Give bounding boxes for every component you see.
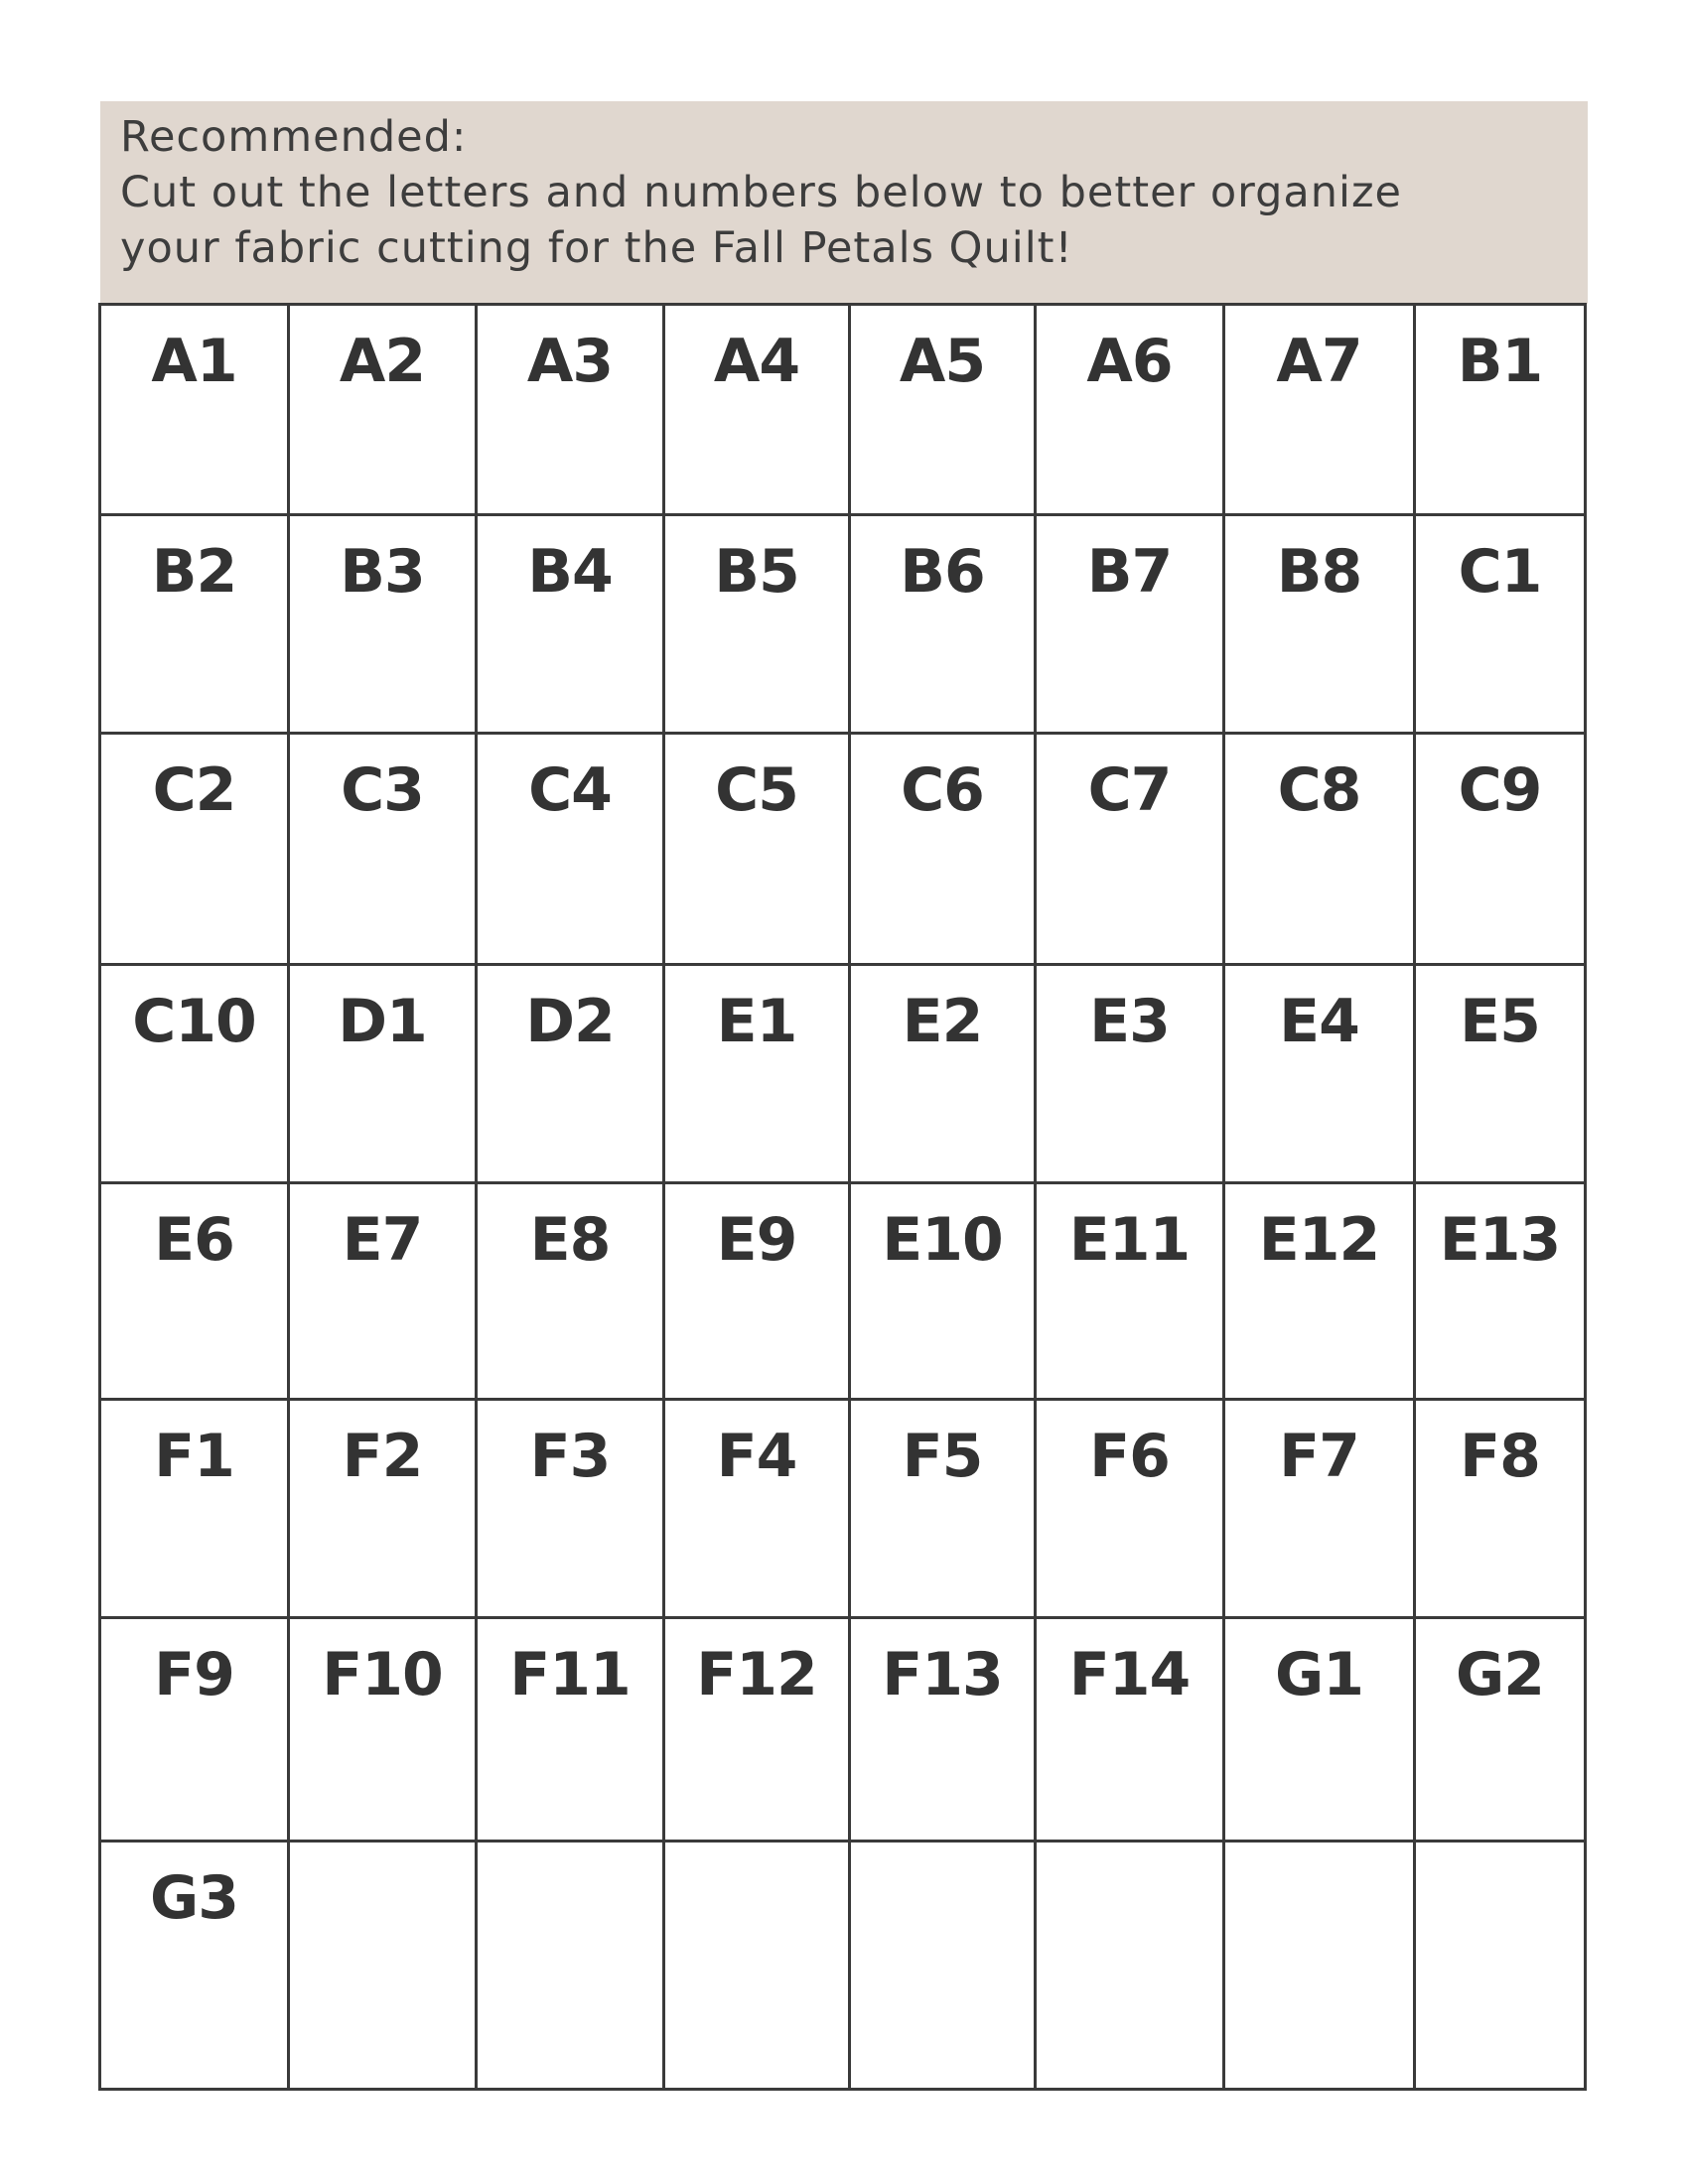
cutout-cell <box>1415 1618 1586 1842</box>
cutout-label: F12 <box>696 1640 817 1709</box>
cutout-cell-empty <box>1036 1842 1224 2090</box>
cutout-cell <box>1224 1618 1415 1842</box>
cutout-cell <box>289 515 477 734</box>
cutout-cell <box>1224 1183 1415 1400</box>
grid-row <box>100 1183 1586 1400</box>
cutout-cell <box>1036 515 1224 734</box>
cutout-cell <box>850 1183 1036 1400</box>
cutout-label: F4 <box>716 1422 797 1491</box>
cutout-cell <box>1224 515 1415 734</box>
cutout-cell <box>289 734 477 965</box>
cutout-label: B2 <box>151 537 237 607</box>
cutout-cell <box>664 1400 850 1618</box>
cutout-label: B1 <box>1457 327 1543 396</box>
cutout-cell <box>664 305 850 515</box>
cutout-cell <box>1224 305 1415 515</box>
cutout-label: F5 <box>902 1422 983 1491</box>
cutout-label: F2 <box>342 1422 423 1491</box>
cutout-cell <box>477 1183 664 1400</box>
cutout-cell <box>477 734 664 965</box>
cutout-cell <box>850 1618 1036 1842</box>
cutout-label: B7 <box>1086 537 1173 607</box>
cutout-cell <box>1224 734 1415 965</box>
cutout-cell <box>664 965 850 1183</box>
cutout-cell-empty <box>664 1842 850 2090</box>
cutout-label: A6 <box>1086 327 1173 396</box>
cutout-label: F11 <box>509 1640 631 1709</box>
recommendation-banner <box>100 101 1588 304</box>
cutout-cell <box>100 1618 289 1842</box>
cutout-cell <box>1036 1618 1224 1842</box>
cutout-label: D1 <box>338 987 427 1056</box>
cutout-label <box>665 1843 848 1862</box>
cutout-cell-empty <box>1224 1842 1415 2090</box>
cutout-cell <box>100 1183 289 1400</box>
cutout-label: E3 <box>1089 987 1170 1056</box>
cutout-cell <box>1036 965 1224 1183</box>
cutout-cell <box>850 1400 1036 1618</box>
cutout-label: E4 <box>1279 987 1359 1056</box>
cutout-cell <box>1224 1400 1415 1618</box>
cutout-label: E13 <box>1439 1205 1561 1275</box>
cutout-label: F9 <box>154 1640 234 1709</box>
cutout-cell <box>289 965 477 1183</box>
cutout-label: E10 <box>882 1205 1003 1275</box>
grid-row <box>100 1618 1586 1842</box>
grid-row <box>100 305 1586 515</box>
cutout-label: B3 <box>340 537 425 607</box>
cutout-cell <box>100 965 289 1183</box>
cutout-label: E12 <box>1258 1205 1380 1275</box>
cutout-label: A1 <box>151 327 237 396</box>
recommendation-text-line-1: Cut out the letters and numbers below to better organize <box>120 168 1402 217</box>
cutout-label: F14 <box>1068 1640 1191 1709</box>
cutout-cell <box>477 965 664 1183</box>
cutout-cell <box>1415 1183 1586 1400</box>
cutout-cell <box>477 1400 664 1618</box>
recommendation-title: Recommended: <box>120 112 468 162</box>
cutout-cell-empty <box>477 1842 664 2090</box>
grid-row <box>100 1842 1586 2090</box>
cutout-cell <box>100 305 289 515</box>
cutout-label: C5 <box>715 755 798 825</box>
cutout-label: E2 <box>902 987 983 1056</box>
cutout-label: F6 <box>1089 1422 1170 1491</box>
cutout-label: C1 <box>1458 537 1542 607</box>
cutout-label: A3 <box>526 327 614 396</box>
cutout-cell <box>1036 734 1224 965</box>
cutout-cell <box>1415 734 1586 965</box>
cutout-label: E1 <box>716 987 797 1056</box>
cutout-label: E6 <box>154 1205 234 1275</box>
cutout-label: F10 <box>322 1640 443 1709</box>
cutout-cell <box>100 734 289 965</box>
cutout-label: G3 <box>150 1863 238 1933</box>
cutout-label <box>1037 1843 1222 1862</box>
cutout-label: G2 <box>1456 1640 1544 1709</box>
cutout-cell <box>477 515 664 734</box>
cutout-cell <box>664 1183 850 1400</box>
cutout-cell <box>1224 965 1415 1183</box>
cutout-label: A2 <box>339 327 426 396</box>
cutout-cell <box>664 515 850 734</box>
cutout-label: C10 <box>132 987 256 1056</box>
cutout-label: E7 <box>342 1205 423 1275</box>
cutout-cell-empty <box>850 1842 1036 2090</box>
cutout-label: C3 <box>341 755 424 825</box>
cutout-label <box>478 1843 662 1862</box>
cutout-label: F1 <box>154 1422 234 1491</box>
cutout-label <box>1225 1843 1413 1862</box>
grid-row <box>100 965 1586 1183</box>
cutout-label: D2 <box>525 987 615 1056</box>
cutout-label <box>290 1843 475 1862</box>
cutout-cell <box>850 965 1036 1183</box>
cutout-cell <box>100 1842 289 2090</box>
cutout-cell-empty <box>289 1842 477 2090</box>
cutout-cell <box>1036 305 1224 515</box>
cutout-cell <box>1415 1400 1586 1618</box>
cutout-cell <box>664 734 850 965</box>
cutout-cell <box>289 305 477 515</box>
cutout-cell <box>477 305 664 515</box>
cutout-label: B5 <box>714 537 799 607</box>
cutout-cell <box>1415 305 1586 515</box>
cutout-cell <box>289 1400 477 1618</box>
cutout-cell-empty <box>1415 1842 1586 2090</box>
cutout-label: E8 <box>529 1205 611 1275</box>
cutout-label: C8 <box>1277 755 1361 825</box>
cutout-cell <box>100 1400 289 1618</box>
cutout-cell <box>1415 965 1586 1183</box>
cutout-label-grid <box>98 303 1587 2091</box>
cutout-cell <box>1415 515 1586 734</box>
cutout-label <box>851 1843 1034 1862</box>
cutout-cell <box>477 1618 664 1842</box>
cutout-label: F8 <box>1460 1422 1540 1491</box>
cutout-label: G1 <box>1275 1640 1363 1709</box>
cutout-label: F13 <box>882 1640 1003 1709</box>
cutout-label: F3 <box>529 1422 611 1491</box>
cutout-label: C2 <box>152 755 236 825</box>
cutout-label <box>1416 1843 1584 1862</box>
cutout-label: B6 <box>900 537 985 607</box>
cutout-label: B8 <box>1276 537 1362 607</box>
cutout-label: C4 <box>528 755 612 825</box>
cutout-cell <box>1036 1400 1224 1618</box>
cutout-label: E11 <box>1068 1205 1191 1275</box>
cutout-label: E9 <box>716 1205 797 1275</box>
cutout-label: A5 <box>899 327 986 396</box>
cutout-label: B4 <box>527 537 613 607</box>
cutout-label: C6 <box>901 755 984 825</box>
cutout-cell <box>850 305 1036 515</box>
grid-row <box>100 734 1586 965</box>
recommendation-text-line-2: your fabric cutting for the Fall Petals Quilt! <box>120 223 1073 273</box>
cutout-label: C9 <box>1458 755 1542 825</box>
cutout-label: A4 <box>713 327 800 396</box>
cutout-cell <box>664 1618 850 1842</box>
cutout-cell <box>1036 1183 1224 1400</box>
grid-row <box>100 1400 1586 1618</box>
cutout-cell <box>289 1183 477 1400</box>
cutout-label: C7 <box>1087 755 1172 825</box>
cutout-cell <box>850 734 1036 965</box>
cutout-label: E5 <box>1460 987 1540 1056</box>
cutout-label: F7 <box>1279 1422 1359 1491</box>
cutout-cell <box>289 1618 477 1842</box>
cutout-cell <box>850 515 1036 734</box>
cutout-cell <box>100 515 289 734</box>
cutout-label: A7 <box>1276 327 1362 396</box>
grid-row <box>100 515 1586 734</box>
